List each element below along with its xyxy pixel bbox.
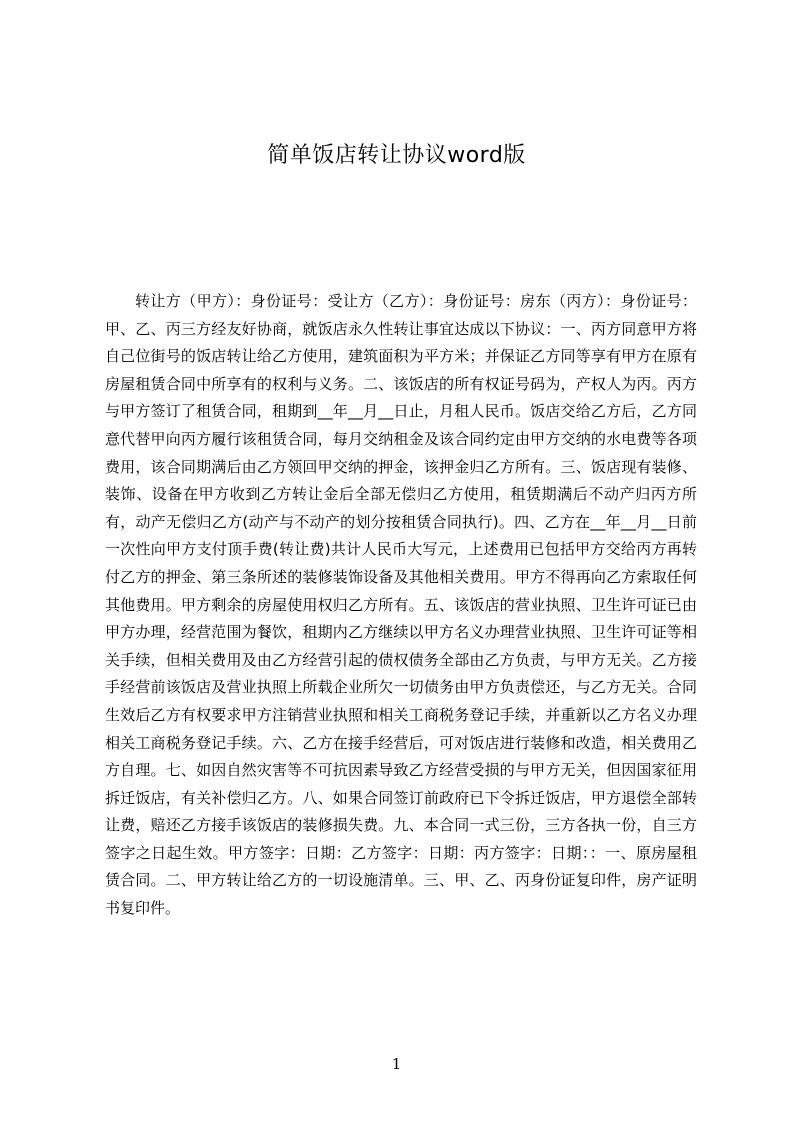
agreement-body-text: 转让方（甲方）：身份证号：受让方（乙方）：身份证号：房东（丙方）：身份证号：甲、乙、丙三方经友好协商，就饭店永久性转让事宜达成以下协议：一、丙方同意甲方将自己位街号的饭店转让给乙方使用，建筑面积为平方米；并保证乙方同等享有甲方在原有房屋租赁合同中所享有的权利与义务。二、该饭店的所有权证号码为，产权人为丙。丙方与甲方签订了租赁合同，租期到__年__月__日止，月租人民币。饭店交给乙方后，乙方同意代替甲向丙方履行该租赁合同，每月交纳租金及该合同约定由甲方交纳的水电费等各项费用，该合同期满后由乙方领回甲交纳的押金，该押金归乙方所有。三、饭店现有装修、装饰、设备在甲方收到乙方转让金后全部无偿归乙方使用，租赁期满后不动产归丙方所有，动产无偿归乙方(动产与不动产的划分按租赁合同执行)。四、乙方在__年__月__日前一次性向甲方支付顶手费(转让费)共计人民币大写元，上述费用已包括甲方交给丙方再转付乙方的押金、第三条所述的装修装饰设备及其他相关费用。甲方不得再向乙方索取任何其他费用。甲方剩余的房屋使用权归乙方所有。五、该饭店的营业执照、卫生许可证已由甲方办理，经营范围为餐饮，租期内乙方继续以甲方名义办理营业执照、卫生许可证等相关手续，但相关费用及由乙方经营引起的债权债务全部由乙方负责，与甲方无关。乙方接手经营前该饭店及营业执照上所载企业所欠一切债务由甲方负责偿还，与乙方无关。合同生效后乙方有权要求甲方注销营业执照和相关工商税务登记手续，并重新以乙方名义办理相关工商税务登记手续。六、乙方在接手经营后，可对饭店进行装修和改造，相关费用乙方自理。七、如因自然灾害等不可抗因素导致乙方经营受损的与甲方无关，但因国家征用拆迁饭店，有关补偿归乙方。八、如果合同签订前政府已下令拆迁饭店，甲方退偿全部转让费，赔还乙方接手该饭店的装修损失费。九、本合同一式三份，三方各执一份，自三方签字之日起生效。甲方签字：日期：乙方签字：日期：丙方签字：日期：：一、原房屋租赁合同。二、甲方转让给乙方的一切设施清单。三、甲、乙、丙身份证复印件，房产证明书复印件。 [105, 292, 697, 918]
document-title: 简单饭店转让协议word版 [267, 143, 526, 168]
page-number: 1 [391, 1055, 402, 1073]
